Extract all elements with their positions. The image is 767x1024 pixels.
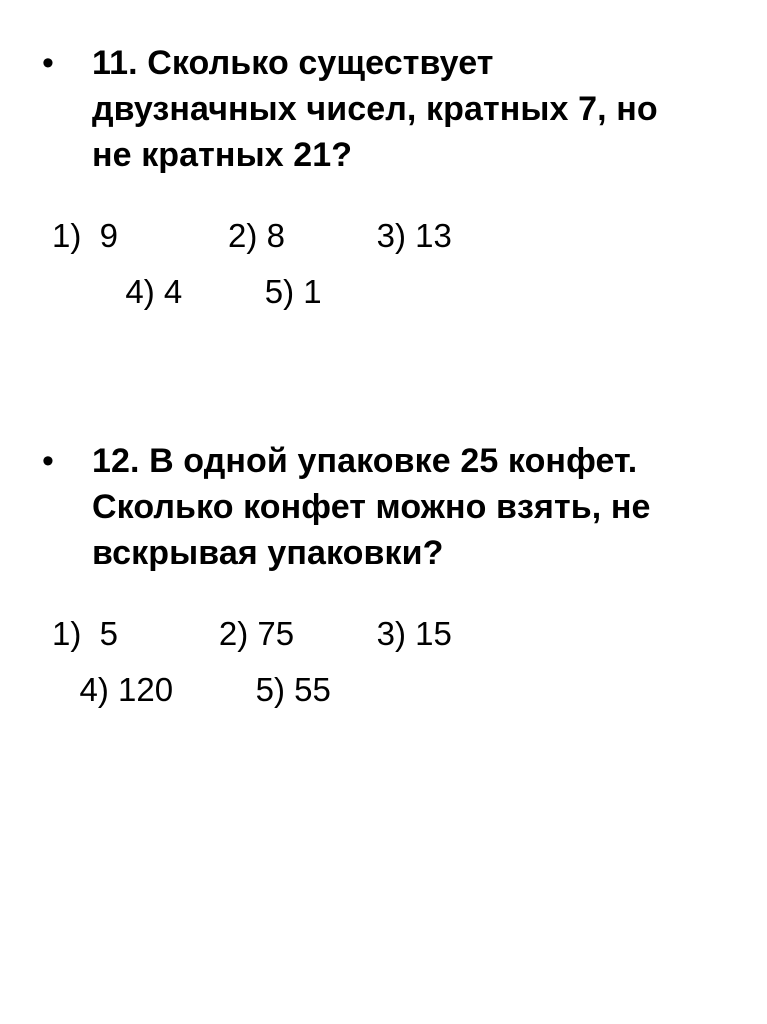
- bullet-icon: •: [42, 442, 54, 480]
- spacer: [30, 320, 737, 438]
- question-text-11: 11. Сколько существует двузначных чисел, кратных 7, но не кратных 21?: [92, 44, 658, 174]
- bullet-icon: •: [42, 44, 54, 82]
- question-block-11: [30, 40, 737, 320]
- answers-11: [30, 208, 737, 320]
- question-row: [30, 438, 737, 576]
- answers-12: [30, 606, 737, 718]
- answer-line-1: 1) 5 2) 75 3) 15: [52, 615, 452, 652]
- question-block-12: [30, 438, 737, 718]
- answer-line-1: 1) 9 2) 8 3) 13: [52, 217, 452, 254]
- question-row: [30, 40, 737, 178]
- answer-line-2: 4) 4 5) 1: [52, 273, 322, 310]
- question-text-12: 12. В одной упаковке 25 конфет. Сколько конфет можно взять, не вскрывая упаковки?: [92, 442, 651, 572]
- answer-line-2: 4) 120 5) 55: [52, 671, 331, 708]
